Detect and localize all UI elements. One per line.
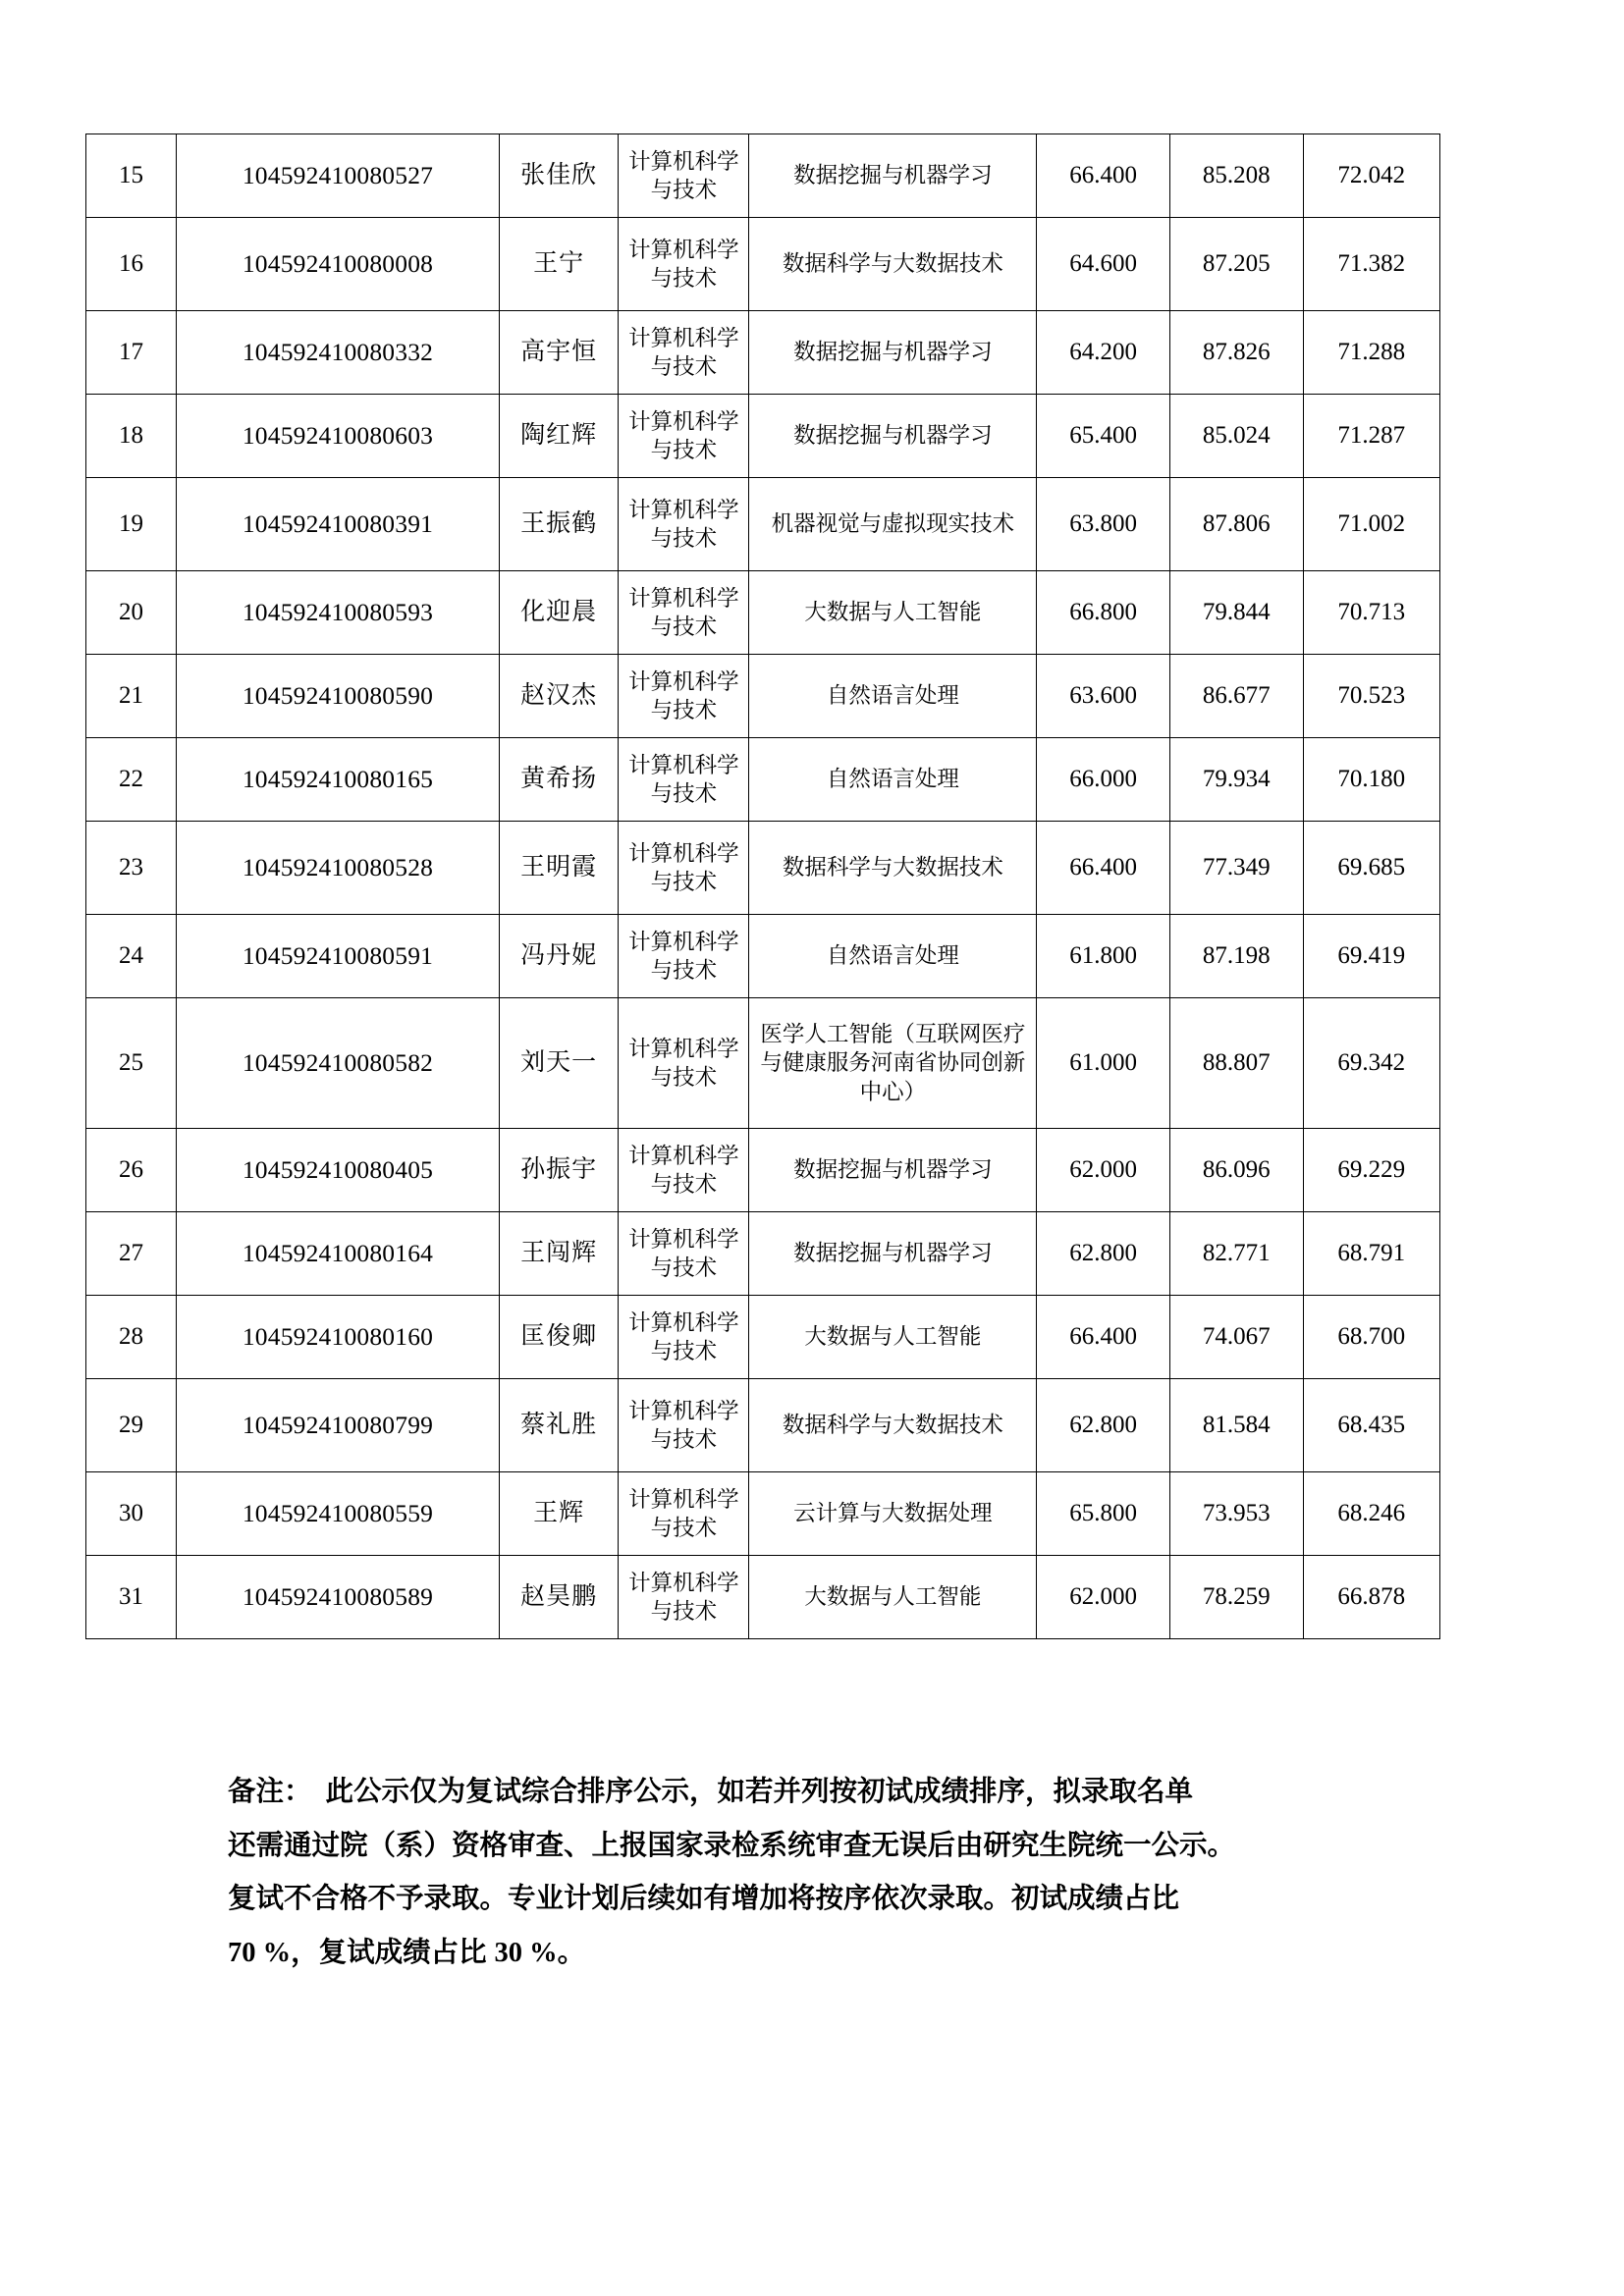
note-line-4 — [228, 1926, 1396, 1981]
cell-rank: 22 — [86, 738, 177, 822]
cell-rank: 26 — [86, 1129, 177, 1212]
table-row — [86, 822, 1440, 915]
cell-rank: 27 — [86, 1212, 177, 1296]
cell-initial-score: 62.800 — [1037, 1379, 1170, 1472]
cell-rank: 30 — [86, 1472, 177, 1556]
cell-direction: 自然语言处理 — [749, 915, 1037, 998]
cell-major: 计算机科学与技术 — [619, 311, 749, 395]
cell-initial-score: 66.400 — [1037, 1296, 1170, 1379]
cell-total-score: 70.713 — [1303, 571, 1439, 655]
table-row — [86, 738, 1440, 822]
cell-name: 蔡礼胜 — [499, 1379, 619, 1472]
cell-initial-score: 66.000 — [1037, 738, 1170, 822]
cell-direction: 云计算与大数据处理 — [749, 1472, 1037, 1556]
cell-student-id: 104592410080527 — [177, 134, 500, 218]
cell-name: 化迎晨 — [499, 571, 619, 655]
table-row — [86, 1129, 1440, 1212]
cell-total-score: 68.700 — [1303, 1296, 1439, 1379]
cell-retest-score: 88.807 — [1169, 998, 1303, 1129]
cell-name: 赵汉杰 — [499, 655, 619, 738]
cell-total-score: 71.287 — [1303, 395, 1439, 478]
cell-student-id: 104592410080008 — [177, 218, 500, 311]
cell-major: 计算机科学与技术 — [619, 1379, 749, 1472]
note-text-4-end: 。 — [557, 1937, 586, 1969]
cell-name: 陶红辉 — [499, 395, 619, 478]
note-text-1: 此公示仅为复试综合排序公示，如若并列按初试成绩排序，拟录取名单 — [325, 1776, 1194, 1807]
note-line-3: 复试不合格不予录取。专业计划后续如有增加将按序依次录取。初试成绩占比 — [228, 1883, 1180, 1915]
cell-direction: 数据挖掘与机器学习 — [749, 395, 1037, 478]
cell-student-id: 104592410080332 — [177, 311, 500, 395]
table-row — [86, 655, 1440, 738]
note-text-4-middle: ，复试成绩占比 — [291, 1937, 495, 1969]
cell-direction: 机器视觉与虚拟现实技术 — [749, 478, 1037, 571]
cell-initial-score: 64.200 — [1037, 311, 1170, 395]
cell-rank: 20 — [86, 571, 177, 655]
cell-retest-score: 74.067 — [1169, 1296, 1303, 1379]
results-table — [85, 133, 1440, 1639]
cell-major: 计算机科学与技术 — [619, 1472, 749, 1556]
cell-initial-score: 65.400 — [1037, 395, 1170, 478]
cell-major: 计算机科学与技术 — [619, 738, 749, 822]
table-row — [86, 395, 1440, 478]
cell-major: 计算机科学与技术 — [619, 822, 749, 915]
cell-major: 计算机科学与技术 — [619, 1556, 749, 1639]
cell-name: 冯丹妮 — [499, 915, 619, 998]
table-row — [86, 311, 1440, 395]
results-table-container — [85, 133, 1440, 1639]
cell-initial-score: 62.000 — [1037, 1129, 1170, 1212]
cell-name: 孙振宇 — [499, 1129, 619, 1212]
cell-direction: 数据科学与大数据技术 — [749, 1379, 1037, 1472]
cell-initial-score: 61.000 — [1037, 998, 1170, 1129]
cell-initial-score: 66.400 — [1037, 134, 1170, 218]
cell-total-score: 71.002 — [1303, 478, 1439, 571]
cell-retest-score: 85.208 — [1169, 134, 1303, 218]
cell-total-score: 69.419 — [1303, 915, 1439, 998]
cell-retest-score: 77.349 — [1169, 822, 1303, 915]
cell-direction: 大数据与人工智能 — [749, 1296, 1037, 1379]
cell-student-id: 104592410080590 — [177, 655, 500, 738]
cell-total-score: 66.878 — [1303, 1556, 1439, 1639]
cell-student-id: 104592410080559 — [177, 1472, 500, 1556]
cell-initial-score: 64.600 — [1037, 218, 1170, 311]
cell-name: 王振鹤 — [499, 478, 619, 571]
cell-direction: 医学人工智能（互联网医疗与健康服务河南省协同创新中心） — [749, 998, 1037, 1129]
cell-retest-score: 79.844 — [1169, 571, 1303, 655]
cell-major: 计算机科学与技术 — [619, 218, 749, 311]
cell-major: 计算机科学与技术 — [619, 915, 749, 998]
cell-name: 王辉 — [499, 1472, 619, 1556]
cell-student-id: 104592410080582 — [177, 998, 500, 1129]
table-row — [86, 1296, 1440, 1379]
cell-rank: 16 — [86, 218, 177, 311]
cell-total-score: 70.180 — [1303, 738, 1439, 822]
cell-initial-score: 63.600 — [1037, 655, 1170, 738]
table-row — [86, 915, 1440, 998]
note-label: 备注： — [228, 1776, 312, 1807]
cell-rank: 24 — [86, 915, 177, 998]
cell-retest-score: 85.024 — [1169, 395, 1303, 478]
cell-student-id: 104592410080164 — [177, 1212, 500, 1296]
cell-rank: 15 — [86, 134, 177, 218]
cell-total-score: 69.685 — [1303, 822, 1439, 915]
cell-name: 黄希扬 — [499, 738, 619, 822]
cell-rank: 23 — [86, 822, 177, 915]
table-row — [86, 478, 1440, 571]
note-line-2: 还需通过院（系）资格审查、上报国家录检系统审查无误后由研究生院统一公示。 — [228, 1829, 1236, 1861]
cell-rank: 28 — [86, 1296, 177, 1379]
cell-student-id: 104592410080589 — [177, 1556, 500, 1639]
cell-total-score: 68.791 — [1303, 1212, 1439, 1296]
cell-retest-score: 87.826 — [1169, 311, 1303, 395]
cell-initial-score: 61.800 — [1037, 915, 1170, 998]
cell-total-score: 69.229 — [1303, 1129, 1439, 1212]
cell-direction: 数据挖掘与机器学习 — [749, 1129, 1037, 1212]
table-row — [86, 998, 1440, 1129]
retest-weight: 30 % — [494, 1938, 558, 1969]
table-row — [86, 571, 1440, 655]
cell-total-score: 68.246 — [1303, 1472, 1439, 1556]
cell-total-score: 68.435 — [1303, 1379, 1439, 1472]
cell-major: 计算机科学与技术 — [619, 1296, 749, 1379]
cell-major: 计算机科学与技术 — [619, 571, 749, 655]
cell-total-score: 69.342 — [1303, 998, 1439, 1129]
cell-initial-score: 62.800 — [1037, 1212, 1170, 1296]
cell-student-id: 104592410080593 — [177, 571, 500, 655]
cell-major: 计算机科学与技术 — [619, 998, 749, 1129]
cell-retest-score: 82.771 — [1169, 1212, 1303, 1296]
cell-retest-score: 87.806 — [1169, 478, 1303, 571]
cell-retest-score: 81.584 — [1169, 1379, 1303, 1472]
table-row — [86, 1212, 1440, 1296]
cell-initial-score: 66.800 — [1037, 571, 1170, 655]
cell-direction: 数据科学与大数据技术 — [749, 822, 1037, 915]
cell-rank: 17 — [86, 311, 177, 395]
cell-initial-score: 63.800 — [1037, 478, 1170, 571]
table-row — [86, 1379, 1440, 1472]
cell-retest-score: 87.205 — [1169, 218, 1303, 311]
cell-student-id: 104592410080528 — [177, 822, 500, 915]
cell-student-id: 104592410080405 — [177, 1129, 500, 1212]
cell-total-score: 71.288 — [1303, 311, 1439, 395]
cell-major: 计算机科学与技术 — [619, 395, 749, 478]
cell-rank: 29 — [86, 1379, 177, 1472]
cell-retest-score: 79.934 — [1169, 738, 1303, 822]
cell-major: 计算机科学与技术 — [619, 1212, 749, 1296]
cell-name: 王宁 — [499, 218, 619, 311]
cell-direction: 大数据与人工智能 — [749, 571, 1037, 655]
cell-retest-score: 73.953 — [1169, 1472, 1303, 1556]
cell-major: 计算机科学与技术 — [619, 134, 749, 218]
cell-direction: 自然语言处理 — [749, 655, 1037, 738]
cell-rank: 18 — [86, 395, 177, 478]
cell-student-id: 104592410080160 — [177, 1296, 500, 1379]
cell-name: 王闯辉 — [499, 1212, 619, 1296]
cell-major: 计算机科学与技术 — [619, 1129, 749, 1212]
cell-direction: 数据挖掘与机器学习 — [749, 1212, 1037, 1296]
cell-direction: 数据科学与大数据技术 — [749, 218, 1037, 311]
table-row — [86, 134, 1440, 218]
cell-name: 高宇恒 — [499, 311, 619, 395]
cell-name: 王明霞 — [499, 822, 619, 915]
table-row — [86, 218, 1440, 311]
cell-initial-score: 62.000 — [1037, 1556, 1170, 1639]
table-row — [86, 1556, 1440, 1639]
cell-student-id: 104592410080799 — [177, 1379, 500, 1472]
cell-retest-score: 86.096 — [1169, 1129, 1303, 1212]
cell-retest-score: 78.259 — [1169, 1556, 1303, 1639]
cell-rank: 25 — [86, 998, 177, 1129]
cell-name: 赵昊鹏 — [499, 1556, 619, 1639]
cell-retest-score: 86.677 — [1169, 655, 1303, 738]
cell-name: 匡俊卿 — [499, 1296, 619, 1379]
cell-student-id: 104592410080591 — [177, 915, 500, 998]
cell-initial-score: 66.400 — [1037, 822, 1170, 915]
note-line-1 — [228, 1765, 1396, 1819]
footer-note — [228, 1765, 1396, 1981]
cell-initial-score: 65.800 — [1037, 1472, 1170, 1556]
cell-direction: 自然语言处理 — [749, 738, 1037, 822]
table-row — [86, 1472, 1440, 1556]
cell-total-score: 71.382 — [1303, 218, 1439, 311]
initial-exam-weight: 70 % — [228, 1938, 292, 1969]
cell-rank: 21 — [86, 655, 177, 738]
cell-name: 张佳欣 — [499, 134, 619, 218]
cell-direction: 大数据与人工智能 — [749, 1556, 1037, 1639]
cell-rank: 31 — [86, 1556, 177, 1639]
cell-direction: 数据挖掘与机器学习 — [749, 134, 1037, 218]
cell-total-score: 70.523 — [1303, 655, 1439, 738]
results-table-body — [86, 134, 1440, 1639]
cell-name: 刘天一 — [499, 998, 619, 1129]
cell-direction: 数据挖掘与机器学习 — [749, 311, 1037, 395]
cell-student-id: 104592410080603 — [177, 395, 500, 478]
cell-major: 计算机科学与技术 — [619, 478, 749, 571]
cell-student-id: 104592410080165 — [177, 738, 500, 822]
cell-rank: 19 — [86, 478, 177, 571]
cell-major: 计算机科学与技术 — [619, 655, 749, 738]
cell-retest-score: 87.198 — [1169, 915, 1303, 998]
cell-total-score: 72.042 — [1303, 134, 1439, 218]
cell-student-id: 104592410080391 — [177, 478, 500, 571]
